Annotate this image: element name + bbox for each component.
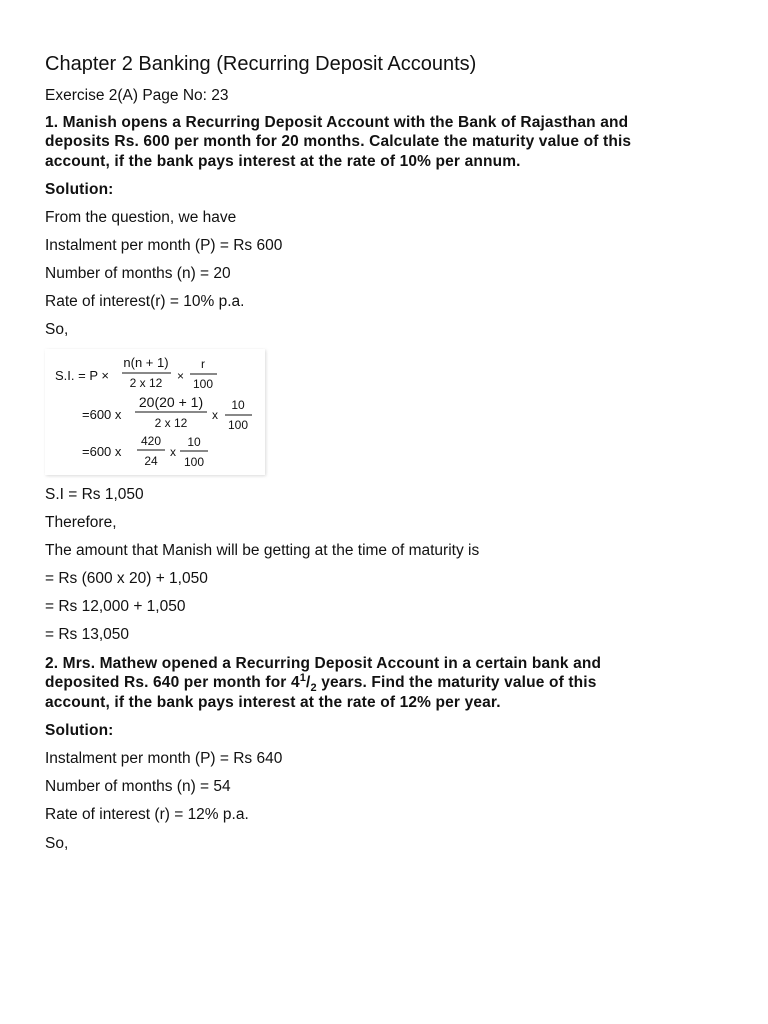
formula-row1-frac2-num: r xyxy=(201,357,205,371)
simple-interest-formula-image xyxy=(45,349,265,475)
maturity-step-3: = Rs 13,050 xyxy=(45,626,130,643)
question-2-line-3: account, if the bank pays interest at the rate of 12% per year. xyxy=(45,694,501,711)
q2-instalment: Instalment per month (P) = Rs 640 xyxy=(45,750,283,767)
solution-2-label: Solution: xyxy=(45,722,114,739)
q1-rate: Rate of interest(r) = 10% p.a. xyxy=(45,293,245,310)
maturity-step-1: = Rs (600 x 20) + 1,050 xyxy=(45,570,208,587)
formula-row3-frac2-den: 100 xyxy=(183,455,205,469)
chapter-title: Chapter 2 Banking (Recurring Deposit Accounts) xyxy=(45,53,477,75)
formula-row2-lhs: =600 x xyxy=(82,407,122,422)
question-2-line-2: deposited Rs. 640 per month for $4^1/_2$ years. Find the maturity value of this xyxy=(45,671,597,695)
simple-interest-result: S.I = Rs 1,050 xyxy=(45,486,144,503)
formula-row2-frac2-den: 100 xyxy=(227,418,249,432)
maturity-step-2: = Rs 12,000 + 1,050 xyxy=(45,598,186,615)
formula-row1-frac2-den: 100 xyxy=(192,377,214,391)
q2-rate: Rate of interest (r) = 12% p.a. xyxy=(45,806,249,823)
formula-row1-frac1-num: n(n + 1) xyxy=(123,355,169,370)
formula-row2-frac1-den: 2 x 12 xyxy=(154,416,188,430)
exercise-heading: Exercise 2(A) Page No: 23 xyxy=(45,87,229,104)
formula-row3-frac1-num: 420 xyxy=(140,434,162,448)
q2-months: Number of months (n) = 54 xyxy=(45,778,231,795)
fraction-numerator: 1 xyxy=(299,671,307,684)
therefore-label: Therefore, xyxy=(45,514,117,531)
q1-so: So, xyxy=(45,321,69,338)
formula-row3-frac2-num: 10 xyxy=(187,435,201,449)
q1-instalment: Instalment per month (P) = Rs 600 xyxy=(45,237,283,254)
formula-row2-frac1-num: 20(20 + 1) xyxy=(138,394,204,410)
question-1-line-3: account, if the bank pays interest at the rate of 10% per annum. xyxy=(45,153,521,170)
solution-1-label: Solution: xyxy=(45,181,114,198)
q2-so: So, xyxy=(45,835,69,852)
question-1-line-2: deposits Rs. 600 per month for 20 months. Calculate the maturity value of this xyxy=(45,133,632,150)
maturity-intro: The amount that Manish will be getting at the time of maturity is xyxy=(45,542,480,559)
fraction-denominator: 2 xyxy=(310,682,317,695)
formula-row3-frac1-den: 24 xyxy=(144,454,158,468)
formula-row1-times: × xyxy=(177,369,185,383)
formula-row1-frac1-den: 2 x 12 xyxy=(129,376,163,390)
given-intro: From the question, we have xyxy=(45,209,237,226)
formula-row3-lhs: =600 x xyxy=(82,444,122,459)
question-1-line-1: 1. Manish opens a Recurring Deposit Account with the Bank of Rajasthan and xyxy=(45,114,629,131)
formula-row2-times: x xyxy=(212,408,218,422)
q1-months: Number of months (n) = 20 xyxy=(45,265,231,282)
formula-row1-lhs: S.I. = P × xyxy=(55,368,109,383)
question-2-line-1: 2. Mrs. Mathew opened a Recurring Deposit Account in a certain bank and xyxy=(45,655,602,672)
formula-row3-times: x xyxy=(170,445,176,459)
formula-row2-frac2-num: 10 xyxy=(231,398,245,412)
